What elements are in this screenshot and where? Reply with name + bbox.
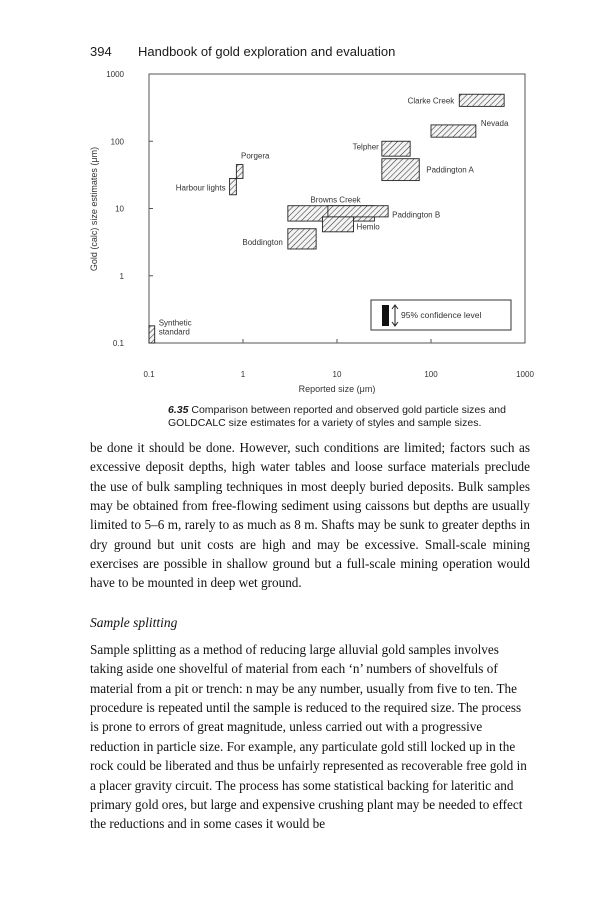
body-text <box>90 438 530 834</box>
x-tick-label: 0.1 <box>143 370 155 379</box>
x-tick-label: 10 <box>332 370 342 379</box>
x-tick-label: 1000 <box>516 370 534 379</box>
sample-label-nevada: Nevada <box>480 119 509 129</box>
x-tick-label: 1 <box>240 370 246 379</box>
sample-label-paddington-a: Paddington A <box>426 165 474 175</box>
page-number: 394 <box>90 44 112 59</box>
book-title: Handbook of gold exploration and evaluation <box>138 44 396 59</box>
sample-label-telpher: Telpher <box>352 142 379 152</box>
legend <box>371 300 511 330</box>
legend-label: 95% confidence level <box>401 310 482 320</box>
sample-label-paddington-b: Paddington B <box>392 210 441 220</box>
sample-box-nevada <box>431 125 476 137</box>
sample-box-clarke-creek <box>459 94 504 106</box>
sample-box-porgera <box>236 165 243 179</box>
section-heading: Sample splitting <box>90 614 178 630</box>
sample-box-harbour-lights <box>230 178 237 194</box>
y-tick-label: 1 <box>119 271 124 281</box>
sample-label-hemlo: Hemlo <box>356 222 380 232</box>
y-tick-label: 1000 <box>106 70 124 79</box>
figure-6-35 <box>88 66 538 401</box>
sample-box-boddington <box>288 229 316 249</box>
sample-box-paddington-b <box>328 206 388 217</box>
y-tick-label: 10 <box>115 204 124 214</box>
legend-bar-symbol <box>382 305 389 326</box>
sample-label-harbour-lights: Harbour lights <box>175 183 226 193</box>
paragraph-1: be done it should be done. However, such conditions are limited; factors such as excessive deposit depths, high water tables and loose surface materials preclude the use of bulk sampling techniques in most deeply buried deposits. Bulk samples may be obtained from free-flowing sediment using caissons but depths are usually limited to 5–6 m, rarely to as much as 8 m. Shafts may be sunk to greater depths in dry ground but unit costs are high and may be excessive. Small-scale mining exercises are possible in shallow ground but a full-scale mining operation would have to be mounted in deep wet ground. <box>90 440 530 591</box>
x-axis-title: Reported size (μm) <box>298 384 376 394</box>
sample-label-boddington: Boddington <box>242 237 283 247</box>
sample-label-synthetic-standard: Synthetic <box>158 318 192 328</box>
size-comparison-chart <box>88 66 538 401</box>
paragraph-2: Sample splitting as a method of reducing large alluvial gold samples involves taking aside one shovelful of material from each ‘n’ numbers of shovelfuls of material from a pit or trench: n may be any number, usually from five to ten. The procedure is repeated until the sample is reduced to the required size. The process is prone to errors of great magnitude, unless carried out with a progressive reduction in particle size. For example, any particulate gold still locked up in the rock could be liberated and thus be unfairly represented as recoverable free gold in a placer gravity circuit. The process has some statistical backing for lateritic and primary gold ores, but large and expensive crushing plant may be needed to effect the reductions and in some cases it would be <box>90 642 527 832</box>
sample-box-hemlo <box>322 217 353 232</box>
caption-number: 6.35 <box>168 404 189 416</box>
running-header <box>90 42 530 62</box>
y-tick-label: 0.1 <box>112 339 124 348</box>
sample-box-synthetic-standard <box>149 326 155 343</box>
y-tick-label: 100 <box>110 137 124 147</box>
sample-label-clarke-creek: Clarke Creek <box>407 96 455 106</box>
figure-caption <box>168 404 558 430</box>
sample-label-browns-creek: Browns Creek <box>310 195 361 205</box>
sample-box-paddington-a <box>382 159 419 181</box>
y-axis-title: Gold (calc) size estimates (μm) <box>89 146 99 272</box>
x-tick-label: 100 <box>424 370 438 379</box>
sample-label-synthetic-standard: standard <box>158 327 190 337</box>
sample-box-telpher <box>382 141 410 156</box>
sample-label-porgera: Porgera <box>241 151 270 161</box>
caption-text: Comparison between reported and observed gold particle sizes and GOLDCALC size estimates for a variety of styles and sample sizes. <box>168 404 506 429</box>
